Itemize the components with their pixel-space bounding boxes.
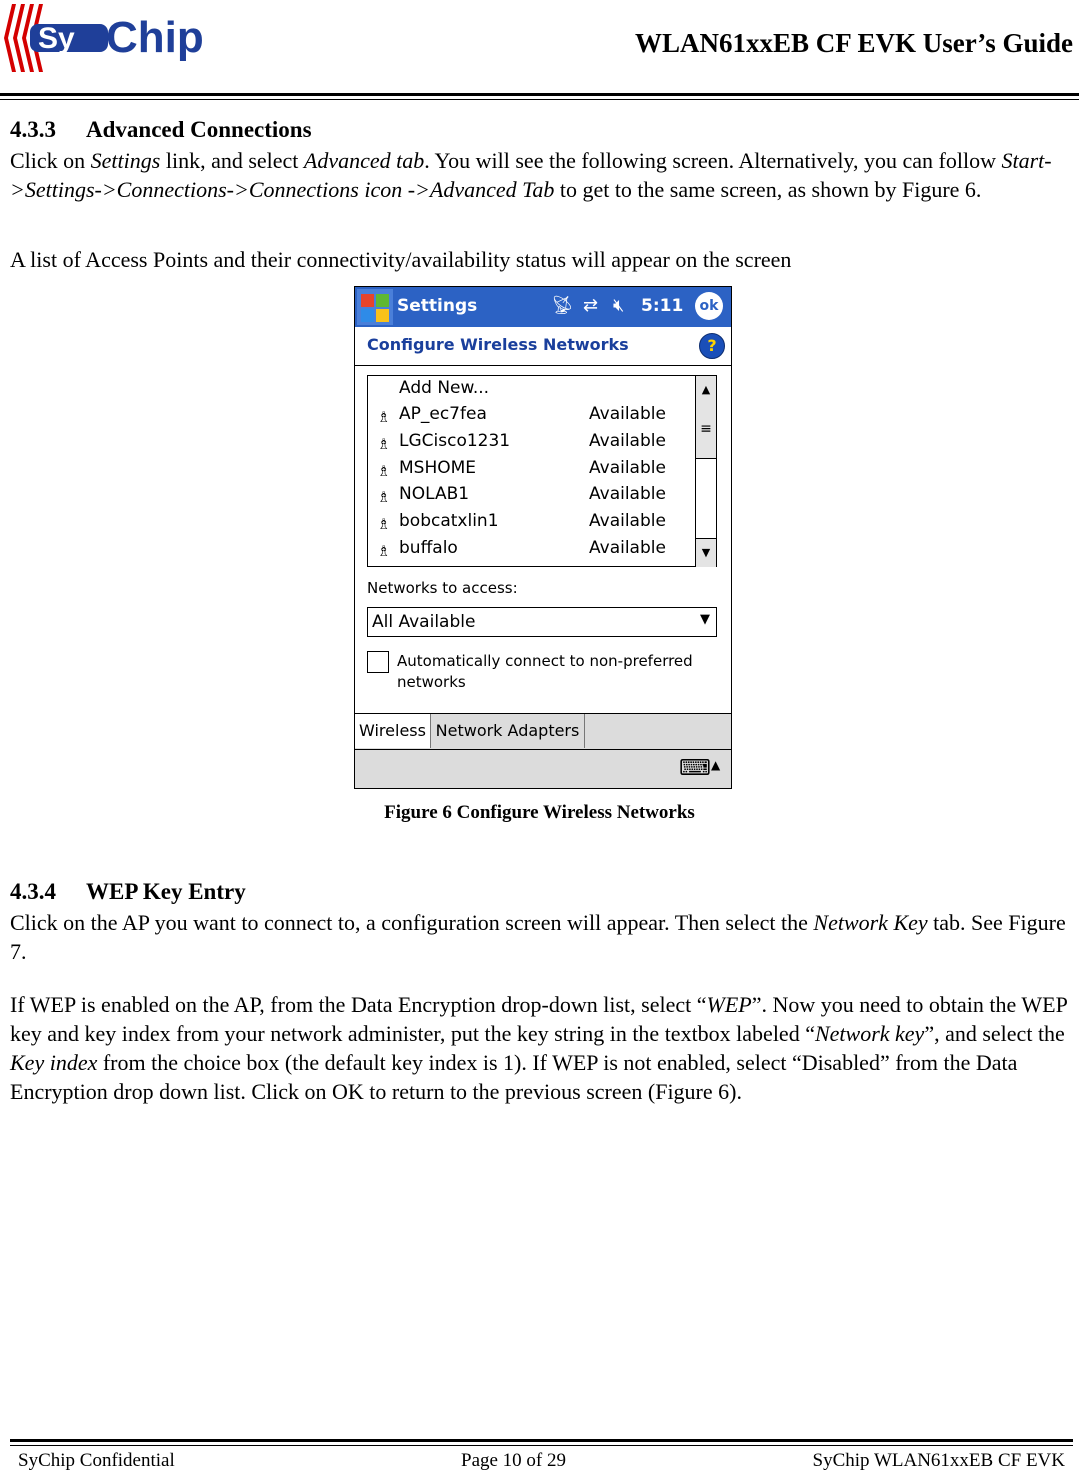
header-rule [0,93,1079,96]
paragraph-wep-intro: Click on the AP you want to connect to, a configuration screen will appear. Then select the Network Key tab. See Figure 7. [10,910,1066,964]
auto-connect-label[interactable]: Automatically connect to non-preferred networks [397,652,693,691]
list-item[interactable]: ♗ buffalo Available [377,538,666,560]
access-point-icon: ♗ [377,462,391,480]
access-point-icon: ♗ [377,435,391,453]
scroll-thumb[interactable]: ≡ [696,404,716,459]
footer-rule-thin [10,1445,1073,1446]
footer-confidential: SyChip Confidential [18,1450,175,1471]
input-panel-arrow-icon[interactable]: ▲ [711,758,721,772]
keyboard-icon[interactable]: ⌨ [679,756,711,781]
network-list[interactable] [367,375,717,567]
subtitle-divider [355,365,731,366]
svg-text:Chip: Chip [106,13,204,62]
access-point-icon: ♗ [377,515,391,533]
tab-wireless[interactable]: Wireless [355,714,431,748]
section-title: WEP Key Entry [86,879,246,904]
command-bar [355,749,731,789]
list-item[interactable]: ♗ NOLAB1 Available [377,484,666,506]
footer-rule [10,1439,1073,1442]
section-title: Advanced Connections [86,117,312,142]
section-heading-advanced-connections [10,117,312,143]
ok-icon[interactable]: ok [695,292,723,320]
figure-caption: Figure 6 Configure Wireless Networks [384,802,695,823]
antenna-icon[interactable]: 📡︎ [551,295,574,316]
section-number: 4.3.4 [10,879,56,904]
list-item[interactable]: ♗ MSHOME Available [377,458,666,480]
header-rule-thin [0,99,1079,100]
access-point-icon: ♗ [377,408,391,426]
footer-product: SyChip WLAN61xxEB CF EVK [812,1450,1065,1471]
list-item[interactable]: ♗ AP_ec7fea Available [377,404,666,426]
select-value: All Available [372,612,476,632]
windows-flag-icon[interactable] [357,289,393,325]
access-point-icon: ♗ [377,488,391,506]
app-title: Settings [397,296,478,316]
paragraph-wep-instructions: If WEP is enabled on the AP, from the Data Encryption drop-down list, select “WEP”. Now you need to obtain the WEP key and key index from your network administer, put the key string in the textbox labeled “Network key”, and select the Key index from the choice box (the default key index is 1). If WEP is not enabled, select “Disabled” from the Data Encryption drop down list. Click on OK to return to the previous screen (Figure 6). [10,992,1067,1104]
tab-network-adapters[interactable]: Network Adapters [431,714,585,748]
document-title: WLAN61xxEB CF EVK User’s Guide [635,28,1073,58]
clock-time[interactable]: 5:11 [641,296,684,316]
help-icon[interactable]: ? [699,333,725,359]
section-heading-wep-key-entry [10,879,246,905]
speaker-muted-icon[interactable]: 🔇︎ [613,295,625,316]
list-item-add-new[interactable] [368,376,698,402]
scroll-up-icon[interactable]: ▲ [696,376,716,405]
figure-configure-wireless-networks [354,286,732,789]
paragraph-advanced-intro: Click on Settings link, and select Advanced tab. You will see the following screen. Alternatively, you can follow Start->Settings->Connections->Connections icon ->Advanced Tab to get to the same screen, as shown by Figure 6. [10,148,1052,202]
tab-bar [355,713,731,750]
scroll-down-icon[interactable]: ▼ [696,538,716,567]
access-point-icon: ♗ [377,542,391,560]
sync-arrows-icon[interactable]: ⇄ [583,295,599,316]
list-item-label: Add New... [399,378,490,398]
networks-to-access-label: Networks to access: [367,579,518,597]
networks-to-access-select[interactable] [367,607,717,637]
list-scrollbar[interactable] [695,376,716,566]
dropdown-arrow-icon[interactable]: ▼ [700,612,710,627]
list-item[interactable]: ♗ LGCisco1231 Available [377,431,666,453]
sychip-logo [2,2,228,72]
paragraph-ap-list: A list of Access Points and their connectivity/availability status will appear on the screen [10,247,792,272]
section-number: 4.3.3 [10,117,56,142]
footer-page-number: Page 10 of 29 [461,1450,567,1471]
auto-connect-checkbox[interactable] [367,651,389,673]
list-item[interactable]: ♗ bobcatxlin1 Available [377,511,666,533]
svg-text:Sy: Sy [38,22,75,55]
screen-subtitle: Configure Wireless Networks [367,335,629,354]
title-bar [355,287,731,327]
